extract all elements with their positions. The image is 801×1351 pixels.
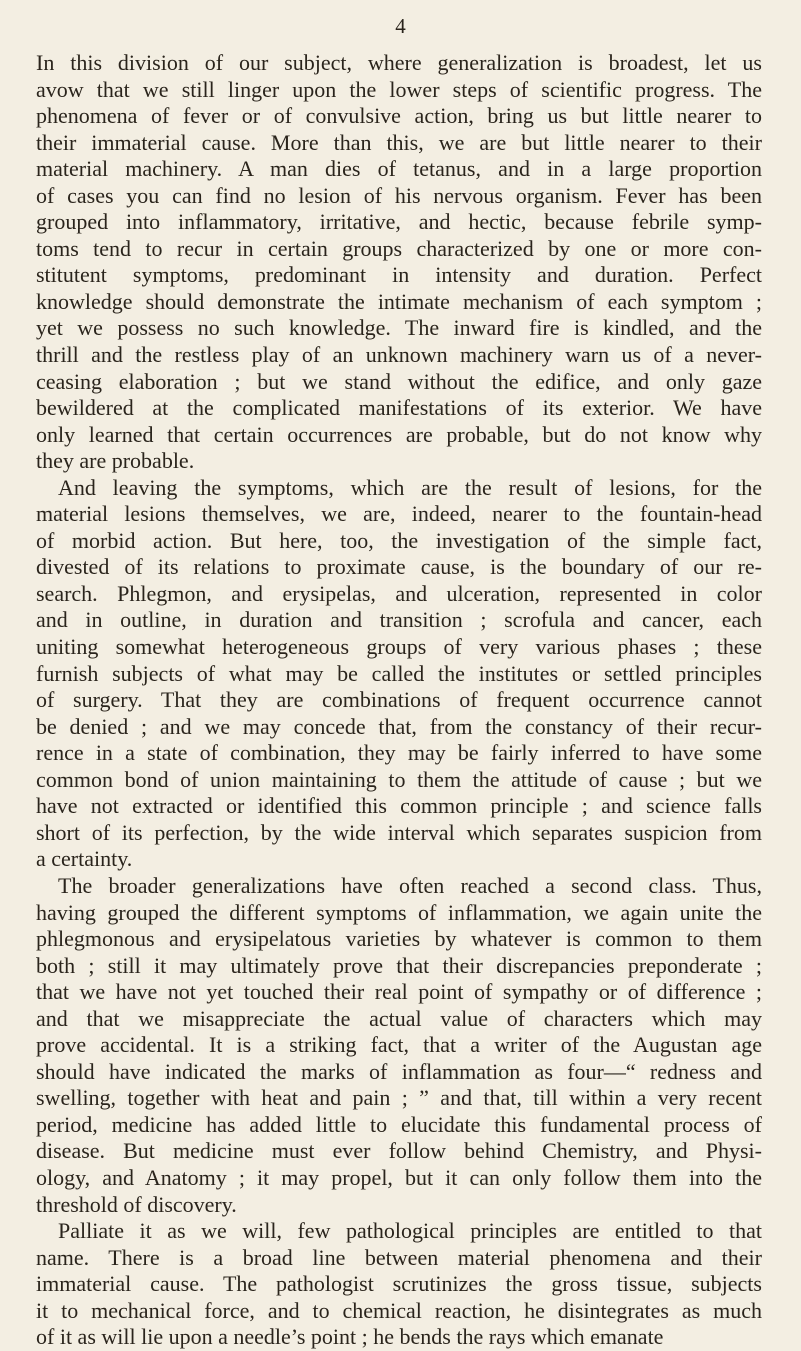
text-line: ceasing elaboration ; but we stand without the edifice, and only gaze bbox=[36, 368, 762, 394]
text-line: The broader generalizations have often reached a second class. Thus, bbox=[58, 872, 762, 898]
text-line: it to mechanical force, and to chemical reaction, he disintegrates as much bbox=[36, 1297, 762, 1323]
paragraph bbox=[36, 873, 762, 1218]
text-line: grouped into inflammatory, irritative, and hectic, because febrile symp- bbox=[36, 209, 762, 235]
text-line: that we have not yet touched their real point of sympathy or of difference ; bbox=[36, 979, 762, 1005]
text-line: divested of its relations to proximate cause, is the boundary of our re- bbox=[36, 554, 762, 580]
text-line: their immaterial cause. More than this, we are but little nearer to their bbox=[36, 129, 762, 155]
text-line: common bond of union maintaining to them the attitude of cause ; but we bbox=[36, 766, 762, 792]
text-line: material machinery. A man dies of tetanus, and in a large proportion bbox=[36, 156, 762, 182]
text-line: stitutent symptoms, predominant in intensity and duration. Perfect bbox=[36, 262, 762, 288]
text-line: search. Phlegmon, and erysipelas, and ulceration, represented in color bbox=[36, 580, 762, 606]
text-line: have not extracted or identified this common principle ; and science falls bbox=[36, 793, 762, 819]
text-line: avow that we still linger upon the lower steps of scientific progress. The bbox=[36, 76, 762, 102]
text-line: a certainty. bbox=[36, 846, 133, 872]
paragraph bbox=[36, 50, 762, 475]
paragraph bbox=[36, 475, 762, 873]
text-line: only learned that certain occurrences are probable, but do not know why bbox=[36, 421, 762, 447]
text-line: And leaving the symptoms, which are the result of lesions, for the bbox=[58, 474, 762, 500]
text-line: In this division of our subject, where generalization is broadest, let us bbox=[36, 50, 762, 75]
text-line: threshold of discovery. bbox=[36, 1191, 237, 1217]
text-line: of morbid action. But here, too, the investigation of the simple fact, bbox=[36, 527, 762, 553]
text-line: of it as will lie upon a needle’s point ; he bends the rays which emanate bbox=[36, 1324, 664, 1350]
text-line: of surgery. That they are combinations of frequent occurrence cannot bbox=[36, 687, 762, 713]
text-line: they are probable. bbox=[36, 448, 195, 474]
paragraph bbox=[36, 1218, 762, 1351]
text-line: having grouped the different symptoms of inflammation, we again unite the bbox=[36, 899, 762, 925]
text-line: furnish subjects of what may be called the institutes or settled principles bbox=[36, 660, 762, 686]
text-line: short of its perfection, by the wide interval which separates suspicion from bbox=[36, 819, 762, 845]
text-line: of cases you can find no lesion of his nervous organism. Fever has been bbox=[36, 182, 762, 208]
text-line: and in outline, in duration and transition ; scrofula and cancer, each bbox=[36, 607, 762, 633]
text-line: uniting somewhat heterogeneous groups of very various phases ; these bbox=[36, 634, 762, 660]
text-line: thrill and the restless play of an unknown machinery warn us of a never- bbox=[36, 342, 762, 368]
text-line: rence in a state of combination, they may be fairly inferred to have some bbox=[36, 740, 762, 766]
text-line: name. There is a broad line between material phenomena and their bbox=[36, 1244, 762, 1270]
text-line: and that we misappreciate the actual value of characters which may bbox=[36, 1005, 762, 1031]
text-line: both ; still it may ultimately prove that their discrepancies preponderate ; bbox=[36, 952, 762, 978]
body-text bbox=[36, 50, 762, 1351]
text-line: swelling, together with heat and pain ; ” and that, till within a very recent bbox=[36, 1085, 762, 1111]
text-line: ology, and Anatomy ; it may propel, but it can only follow them into the bbox=[36, 1164, 762, 1190]
text-line: toms tend to recur in certain groups characterized by one or more con- bbox=[36, 235, 762, 261]
text-line: period, medicine has added little to elucidate this fundamental process of bbox=[36, 1111, 762, 1137]
text-line: immaterial cause. The pathologist scrutinizes the gross tissue, subjects bbox=[36, 1271, 762, 1297]
text-line: be denied ; and we may concede that, from the constancy of their recur- bbox=[36, 713, 762, 739]
text-line: should have indicated the marks of inflammation as four—“ redness and bbox=[36, 1058, 762, 1084]
text-line: Palliate it as we will, few pathological principles are entitled to that bbox=[58, 1218, 762, 1244]
page-number: 4 bbox=[395, 14, 406, 38]
text-line: bewildered at the complicated manifestations of its exterior. We have bbox=[36, 395, 762, 421]
text-line: material lesions themselves, we are, indeed, nearer to the fountain-head bbox=[36, 501, 762, 527]
text-line: prove accidental. It is a striking fact, that a writer of the Augustan age bbox=[36, 1032, 762, 1058]
text-line: yet we possess no such knowledge. The inward fire is kindled, and the bbox=[36, 315, 762, 341]
text-line: phenomena of fever or of convulsive action, bring us but little nearer to bbox=[36, 103, 762, 129]
text-line: disease. But medicine must ever follow behind Chemistry, and Physi- bbox=[36, 1138, 762, 1164]
text-line: knowledge should demonstrate the intimate mechanism of each symptom ; bbox=[36, 288, 762, 314]
text-line: phlegmonous and erysipelatous varieties by whatever is common to them bbox=[36, 926, 762, 952]
